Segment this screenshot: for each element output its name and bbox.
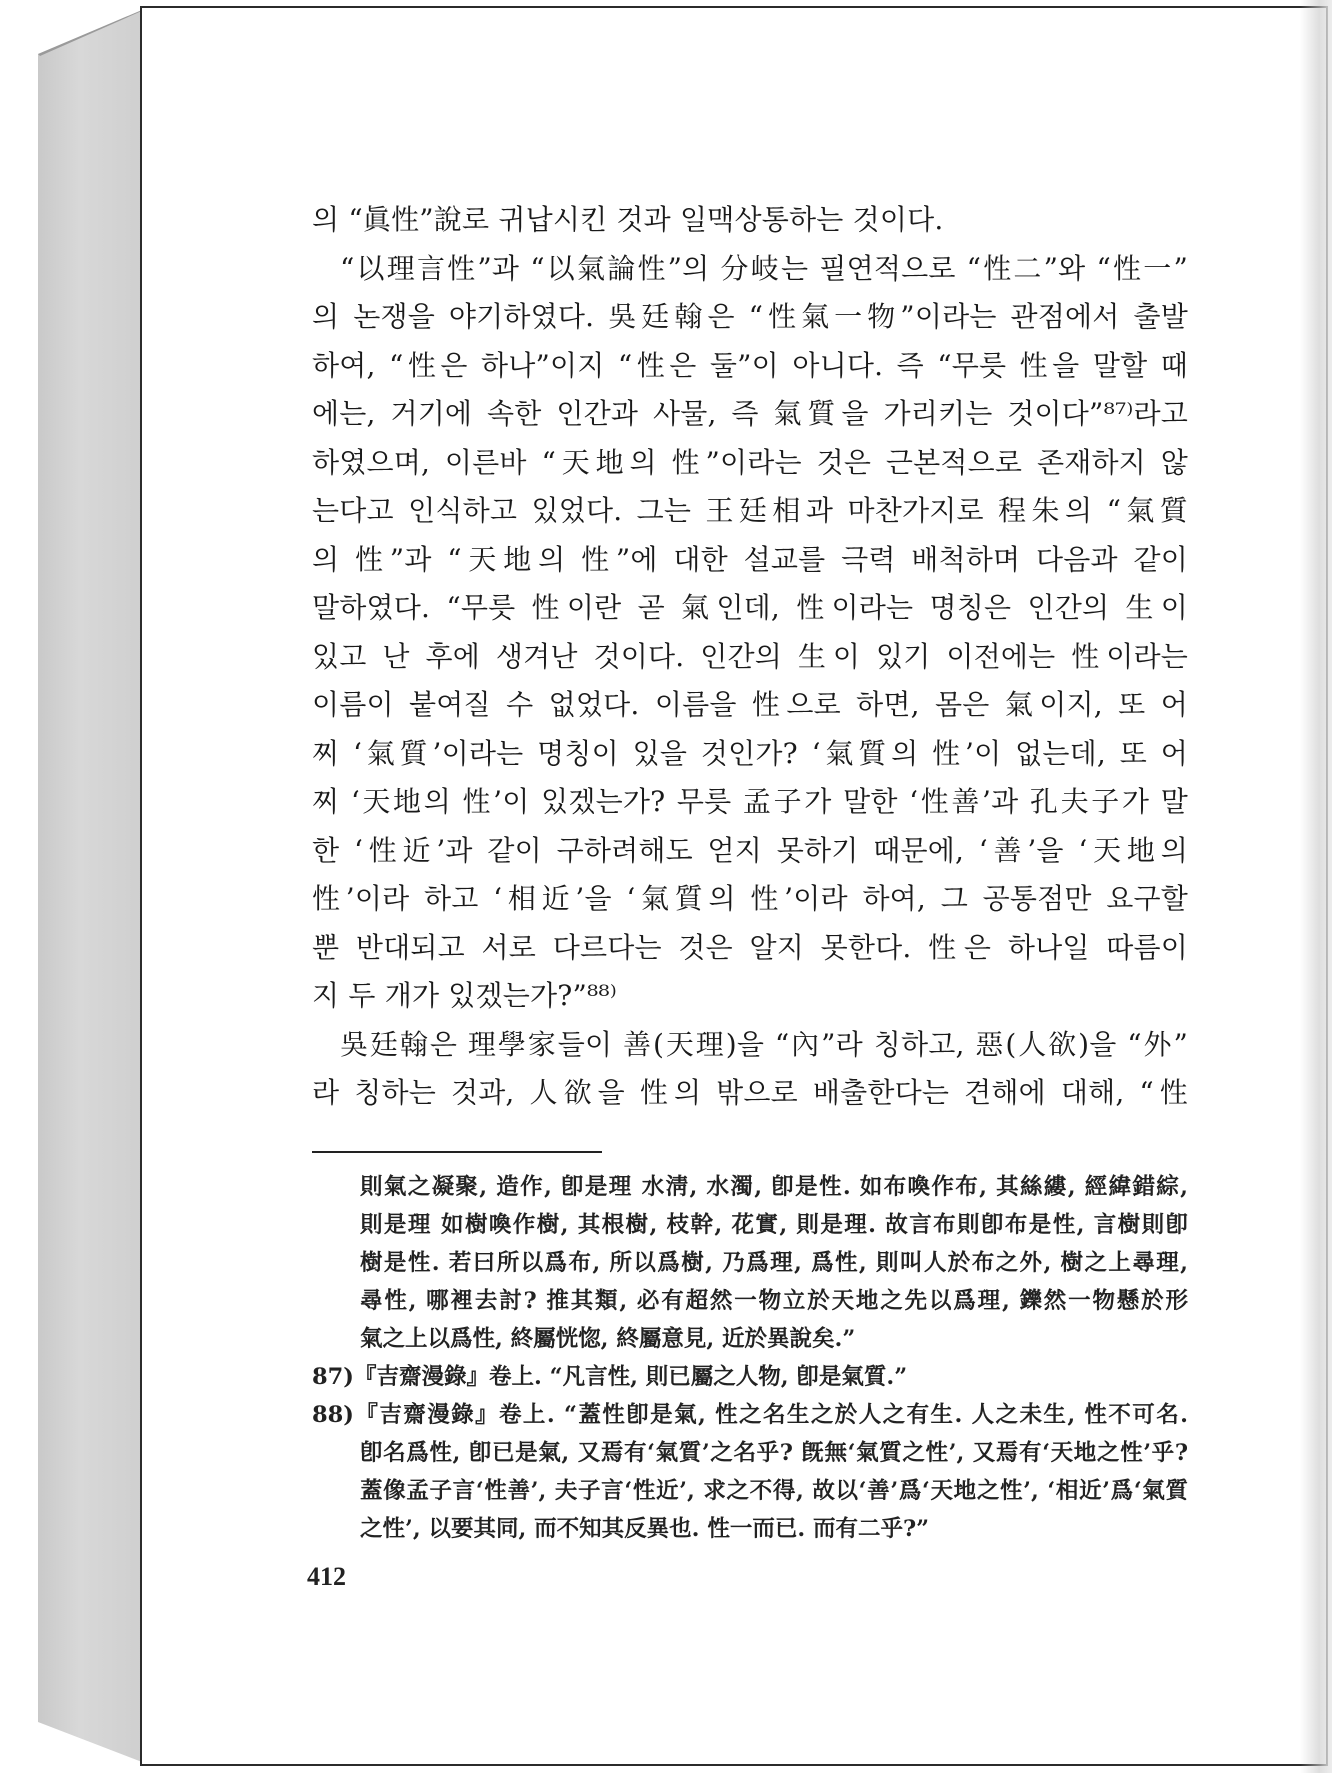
footnote-88: 88)『吉齋漫錄』卷上. “蓋性卽是氣, 性之名生之於人之有生. 人之未生, 性不可名. [312, 1402, 1188, 1428]
footnote-line: 則氣之凝聚, 造作, 卽是理 水淸, 水濁, 卽是性. 如布喚作布, 其絲縷, 經緯錯綜, [360, 1174, 1188, 1200]
body-line: 하였으며, 이른바 “天地의 性”이라는 것은 근본적으로 존재하지 않 [312, 445, 1188, 479]
footnote-87: 87)『吉齋漫錄』卷上. “凡言性, 則已屬之人物, 卽是氣質.” [312, 1364, 908, 1390]
body-line: 의 性”과 “天地의 性”에 대한 설교를 극력 배척하며 다음과 같이 [312, 542, 1188, 576]
body-line: 찌 ‘天地의 性’이 있겠는가? 무릇 孟子가 말한 ‘性善’과 孔夫子가 말 [312, 785, 1188, 818]
body-text [312, 196, 1188, 1118]
body-line: 지 두 개가 있겠는가?”⁸⁸⁾ [312, 979, 617, 1012]
body-line: 性’이라 하고 ‘相近’을 ‘氣質의 性’이라 하여, 그 공통점만 요구할 [312, 882, 1188, 915]
body-line: “以理言性”과 “以氣論性”의 分岐는 필연적으로 “性二”와 “性一” [340, 251, 1188, 285]
footnote-separator [312, 1151, 602, 1153]
body-line: 의 논쟁을 야기하였다. 吳廷翰은 “性氣一物”이라는 관점에서 출발 [312, 300, 1188, 333]
page-edge-shadow [1300, 0, 1332, 1773]
body-line: 라 칭하는 것과, 人欲을 性의 밖으로 배출한다는 견해에 대해, “性 [312, 1076, 1188, 1109]
book-page-stack [38, 10, 142, 1762]
body-line: 찌 ‘氣質’이라는 명칭이 있을 것인가? ‘氣質의 性’이 없는데, 또 어 [312, 736, 1188, 770]
footnote-line: 樹是性. 若曰所以爲布, 所以爲樹, 乃爲理, 爲性, 則叫人於布之外, 樹之上尋理, [360, 1250, 1188, 1276]
page-number: 412 [307, 1562, 346, 1591]
body-line: 吳廷翰은 理學家들이 善(天理)을 “內”라 칭하고, 惡(人欲)을 “外” [340, 1027, 1188, 1061]
body-line: 한 ‘性近’과 같이 구하려해도 얻지 못하기 때문에, ‘善’을 ‘天地의 [312, 833, 1188, 867]
footnote-line: 卽名爲性, 卽已是氣, 又焉有‘氣質’之名乎? 旣無‘氣質之性’, 又焉有‘天地之性’乎? [360, 1440, 1188, 1466]
book-top-edge [38, 10, 144, 56]
footnote-line: 尋性, 哪裡去討? 推其類, 必有超然一物立於天地之先以爲理, 鑠然一物懸於形 [360, 1288, 1188, 1314]
footnote-line: 蓋像孟子言‘性善’, 夫子言‘性近’, 求之不得, 故以‘善’爲‘天地之性’, ‘相近’爲‘氣質 [360, 1478, 1188, 1504]
footnote-line: 氣之上以爲性, 終屬恍惚, 終屬意見, 近於異說矣.” [360, 1326, 856, 1352]
body-line: 하여, “性은 하나”이지 “性은 둘”이 아니다. 즉 “무릇 性을 말할 때 [312, 348, 1188, 382]
body-line: 뿐 반대되고 서로 다르다는 것은 알지 못한다. 性은 하나일 따름이 [312, 930, 1188, 964]
body-line: 의 “眞性”說로 귀납시킨 것과 일맥상통하는 것이다. [312, 203, 944, 236]
body-line: 말하였다. “무릇 性이란 곧 氣인데, 性이라는 명칭은 인간의 生이 [312, 591, 1188, 624]
body-line: 는다고 인식하고 있었다. 그는 王廷相과 마찬가지로 程朱의 “氣質 [312, 494, 1188, 527]
footnote-line: 之性’, 以要其同, 而不知其反異也. 性一而已. 而有二乎?” [360, 1516, 930, 1542]
body-line: 있고 난 후에 생겨난 것이다. 인간의 生이 있기 이전에는 性이라는 [312, 639, 1188, 673]
body-line: 이름이 붙여질 수 없었다. 이름을 性으로 하면, 몸은 氣이지, 또 어 [312, 688, 1188, 721]
footnote-line: 則是理 如樹喚作樹, 其根樹, 枝幹, 花實, 則是理. 故言布則卽布是性, 言樹則卽 [360, 1212, 1188, 1238]
footnotes [312, 1168, 1188, 1548]
body-line: 에는, 거기에 속한 인간과 사물, 즉 氣質을 가리키는 것이다”⁸⁷⁾라고 [312, 397, 1188, 430]
